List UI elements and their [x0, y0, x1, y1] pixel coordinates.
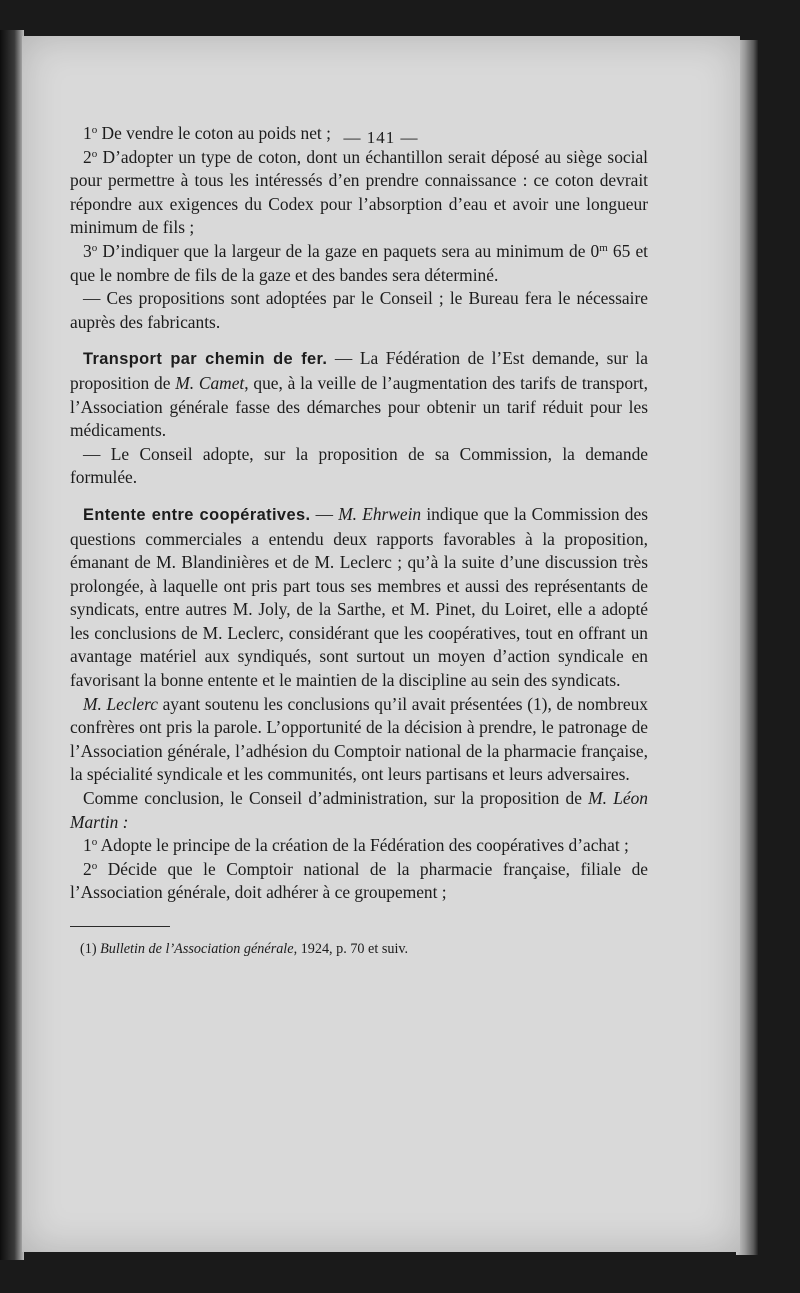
- transport-paragraph: Transport par chemin de fer. — La Fédération de l’Est demande, sur la proposition de M. Camet, que, à la veille de l’augmentation des tarifs de transport, l’Association générale fasse des démarches pour obtenir un tarif réduit pour les médicaments.: [70, 348, 648, 441]
- page-number: — 141 —: [343, 128, 419, 147]
- conclusion-paragraph: Comme conclusion, le Conseil d’administration, sur la proposition de M. Léon Martin :: [70, 788, 648, 832]
- list-item-2: 2$^o$ D’adopter un type de coton, dont un échantillon serait déposé au siège social pour permettre à tous les intéressés d’en prendre connaissance : ce coton devrait répondre aux exigences du Codex pour l’absorption d’eau et avoir une longueur minimum de fils ;: [70, 146, 648, 238]
- entente-paragraph: Entente entre coopératives. — M. Ehrwein indique que la Commission des questions commerciales a entendu deux rapports favorables à la proposition, émanant de M. Blandinières et de M. Leclerc ; qu’à la suite d’une discussion très prolongée, à laquelle ont pris part tous ses membres et aussi des représentants de syndicats, entre autres M. Joly, de la Sarthe, et M. Pinet, du Loiret, elle a adopté les conclusions de M. Leclerc, considérant que les coopératives, tout en offrant un avantage matériel aux syndiqués, sont surtout un moyen d’action syndicale en favorisant la bonne entente et le maintien de la discipline au sein des syndicats.: [70, 503, 648, 691]
- book-page: [22, 36, 740, 1252]
- decision-item-1: 1$^o$ Adopte le principe de la création de la Fédération des coopératives d’achat ;: [83, 835, 629, 856]
- footnote-divider: [70, 926, 170, 927]
- footnote: (1) Bulletin de l’Association générale, 1924, p. 70 et suiv.: [80, 941, 409, 957]
- section-title-entente: Entente entre coopératives.: [83, 505, 311, 524]
- section-title-transport: Transport par chemin de fer.: [83, 350, 328, 369]
- decision-item-2: 2$^o$ Décide que le Comptoir national de la pharmacie française, filiale de l’Association générale, doit adhérer à ce groupement ;: [70, 858, 648, 903]
- leclerc-paragraph: M. Leclerc ayant soutenu les conclusions qu’il avait présentées (1), de nombreux confrères ont pris la parole. L’opportunité de la décision à prendre, le patronage de l’Association générale, l’adhésion du Comptoir national de la pharmacie française, la spécialité syndicale et les communités, ont leurs partisans et leurs adversaires.: [70, 693, 648, 785]
- list-item-1: 1$^o$ De vendre le coton au poids net ;: [83, 123, 331, 143]
- page-body: [70, 122, 648, 958]
- transport-decision: — Le Conseil adopte, sur la proposition de sa Commission, la demande formulée.: [70, 443, 648, 488]
- adoption-paragraph: — Ces propositions sont adoptées par le Conseil ; le Bureau fera le nécessaire auprès des fabricants.: [70, 288, 648, 332]
- book-binding: [0, 30, 24, 1260]
- list-item-3: 3$^o$ D’indiquer que la largeur de la gaze en paquets sera au minimum de 0$^m$ 65 et que le nombre de fils de la gaze et des bandes sera déterminé.: [70, 240, 648, 285]
